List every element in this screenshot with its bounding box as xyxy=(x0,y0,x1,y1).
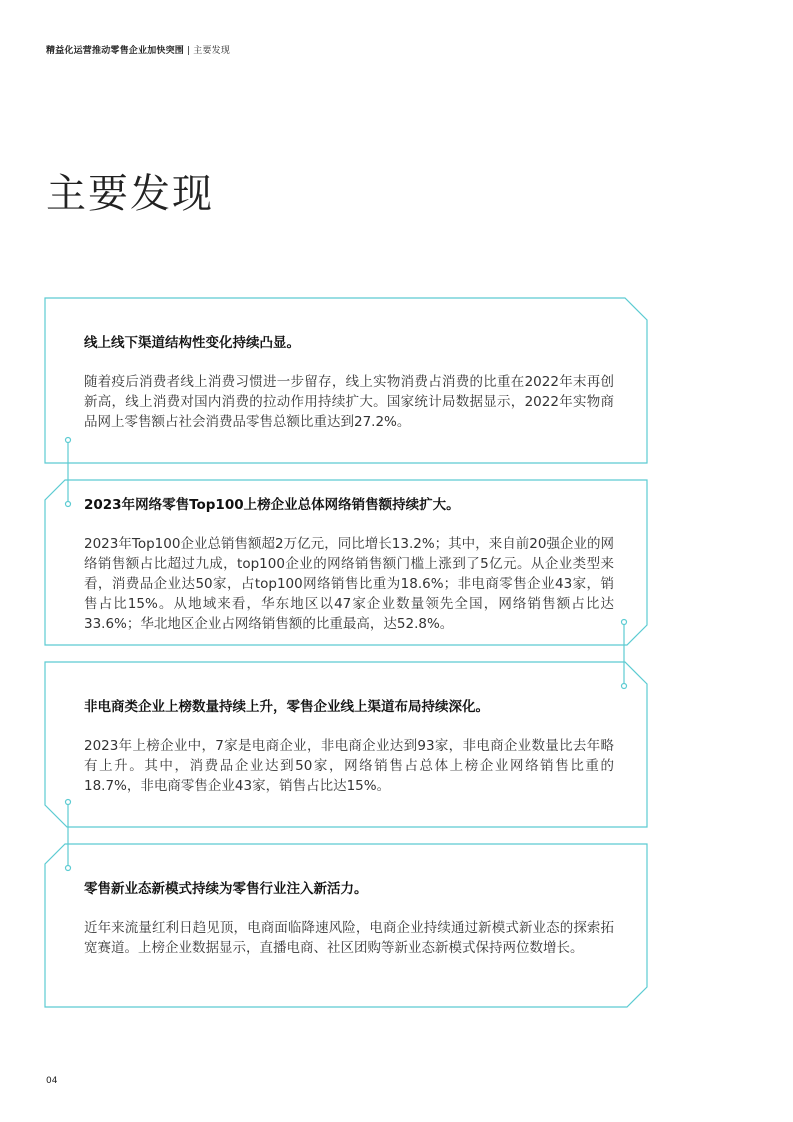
finding-body: 2023年Top100企业总销售额超2万亿元，同比增长13.2%；其中，来自前20强企业的网络销售额占比超过九成，top100企业的网络销售额门槛上涨到了5亿元。从企业类型来看，消费品企业达50家，占top100网络销售比重为18.6%；非电商零售企业43家，销售占比15%。从地域来看，华东地区以47家企业数量领先全国，网络销售额占比达33.6%；华北地区企业占网络销售额的比重最高，达52.8%。 xyxy=(84,536,614,632)
page-number: 04 xyxy=(46,1076,58,1086)
connector-dot xyxy=(622,684,627,689)
header-separator: | xyxy=(187,46,191,56)
header-section: 主要发现 xyxy=(193,46,231,56)
finding-heading: 线上线下渠道结构性变化持续凸显。 xyxy=(84,335,300,351)
finding-heading: 2023年网络零售Top100上榜企业总体网络销售额持续扩大。 xyxy=(84,497,460,513)
finding-card-1 xyxy=(84,334,614,432)
finding-body: 2023年上榜企业中，7家是电商企业，非电商企业达到93家，非电商企业数量比去年略有上升。其中，消费品企业达到50家，网络销售占总体上榜企业网络销售比重的18.7%，非电商零售企业43家，销售占比达15%。 xyxy=(84,738,614,794)
finding-body: 随着疫后消费者线上消费习惯进一步留存，线上实物消费占消费的比重在2022年末再创新高，线上消费对国内消费的拉动作用持续扩大。国家统计局数据显示，2022年实物商品网上零售额占社会消费品零售总额比重达到27.2%。 xyxy=(84,374,614,430)
connector-dot xyxy=(66,438,71,443)
finding-card-4 xyxy=(84,880,614,958)
finding-card-3 xyxy=(84,698,614,796)
connector-dot xyxy=(66,866,71,871)
report-title: 精益化运营推动零售企业加快突围 xyxy=(46,46,185,56)
connector-dot xyxy=(622,620,627,625)
page-title: 主要发现 xyxy=(46,171,214,217)
connector-dot xyxy=(66,800,71,805)
finding-card-2 xyxy=(84,496,614,634)
connector-dot xyxy=(66,502,71,507)
finding-body: 近年来流量红利日趋见顶，电商面临降速风险，电商企业持续通过新模式新业态的探索拓宽赛道。上榜企业数据显示，直播电商、社区团购等新业态新模式保持两位数增长。 xyxy=(84,920,614,956)
finding-heading: 非电商类企业上榜数量持续上升，零售企业线上渠道布局持续深化。 xyxy=(84,699,489,715)
finding-heading: 零售新业态新模式持续为零售行业注入新活力。 xyxy=(84,881,368,897)
